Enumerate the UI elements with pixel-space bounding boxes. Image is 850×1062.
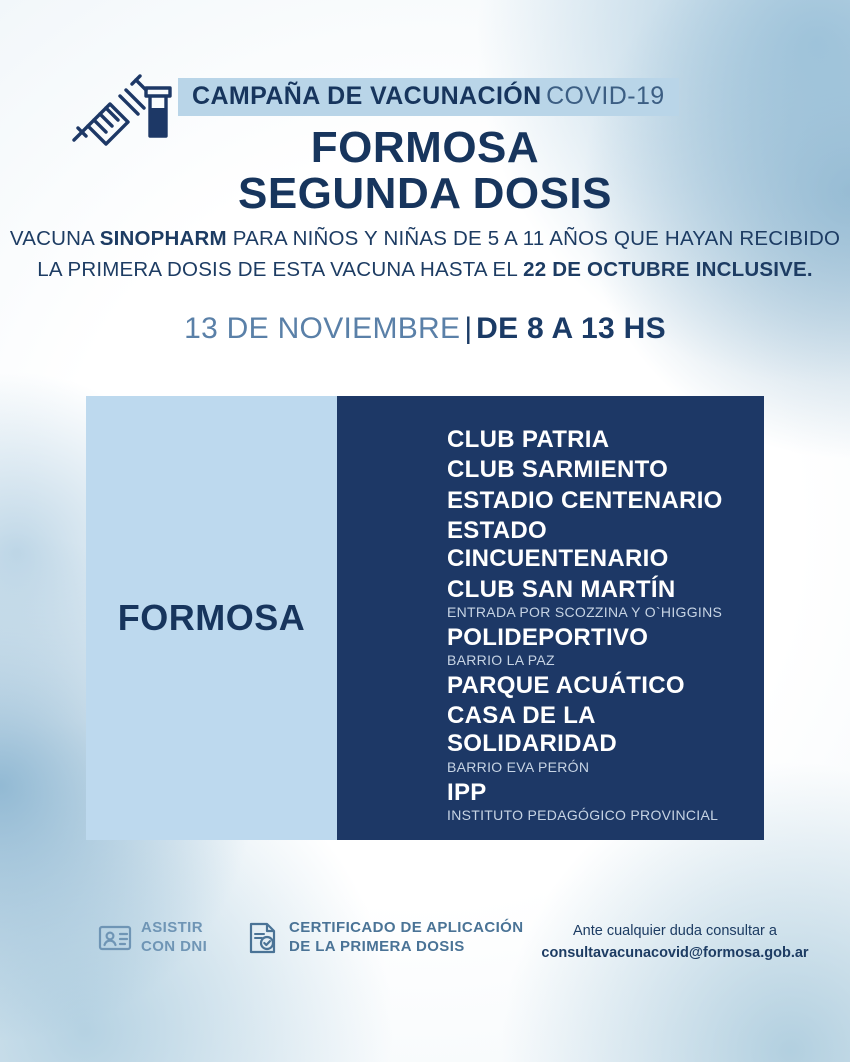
date-hours: DE 8 A 13 HS	[476, 312, 666, 345]
campaign-banner	[178, 78, 679, 116]
contact-email: consultavacunacovid@formosa.gob.ar	[541, 944, 809, 961]
list-item	[337, 672, 764, 700]
locations-block	[86, 396, 764, 840]
site-name: POLIDEPORTIVO	[447, 623, 649, 651]
site-name: ESTADIO CENTENARIO	[447, 486, 723, 514]
description-part-2: PARA NIÑOS Y NIÑAS DE 5 A 11 AÑOS QUE HAYAN RECIBIDO LA PRIMERA DOSIS DE ESTA VACUNA HASTA EL	[37, 227, 841, 281]
sites-panel	[337, 396, 764, 840]
contact-info	[540, 921, 810, 965]
date-separator: |	[464, 312, 473, 345]
site-name: PARQUE ACUÁTICO	[447, 671, 685, 699]
site-subtitle: BARRIO LA PAZ	[447, 651, 555, 668]
id-card-icon	[98, 921, 132, 955]
site-name: CLUB SARMIENTO	[447, 456, 669, 484]
requirement-certificate-label	[289, 919, 523, 957]
title-line-1: FORMOSA	[310, 123, 540, 172]
list-item	[337, 702, 764, 775]
campaign-title-bold: CAMPAÑA DE VACUNACIÓN	[192, 82, 542, 110]
site-subtitle: INSTITUTO PEDAGÓGICO PROVINCIAL	[447, 806, 719, 823]
description-part-1: VACUNA	[9, 227, 100, 250]
contact-question: Ante cualquier duda consultar a	[573, 923, 777, 939]
site-name: CLUB SAN MARTÍN	[447, 575, 676, 603]
certificate-check-icon	[246, 921, 280, 955]
list-item	[337, 426, 764, 454]
title-line-2: SEGUNDA DOSIS	[237, 168, 613, 218]
site-name: CASA DE LA SOLIDARIDAD	[447, 702, 617, 758]
requirement-certificate-line-1: CERTIFICADO DE APLICACIÓN	[289, 919, 524, 936]
list-item	[337, 456, 764, 484]
date-day: 13 DE NOVIEMBRE	[184, 312, 461, 345]
requirement-certificate	[246, 919, 523, 957]
site-name: CLUB PATRIA	[447, 426, 610, 453]
site-subtitle: ENTRADA POR SCOZZINA Y O`HIGGINS	[447, 603, 723, 620]
list-item	[337, 576, 764, 621]
campaign-title-light: COVID-19	[546, 82, 665, 110]
requirement-dni-line-1: ASISTIR	[141, 919, 203, 936]
site-name: IPP	[447, 778, 487, 806]
list-item	[337, 487, 764, 515]
description-bold-vaccine: SINOPHARM	[99, 227, 227, 250]
requirement-dni	[98, 919, 207, 957]
requirement-dni-line-2: CON DNI	[141, 937, 208, 955]
list-item	[337, 517, 764, 574]
city-panel	[86, 396, 337, 840]
site-name: ESTADO CINCUENTENARIO	[447, 516, 669, 573]
page-title	[0, 125, 850, 217]
footer	[0, 905, 850, 985]
description-bold-deadline: 22 DE OCTUBRE INCLUSIVE.	[523, 257, 813, 281]
city-name: FORMOSA	[117, 597, 306, 638]
requirement-dni-label	[141, 919, 207, 957]
list-item	[337, 624, 764, 669]
site-subtitle: BARRIO EVA PERÓN	[447, 758, 590, 775]
date-line	[0, 314, 850, 344]
requirement-certificate-line-2: DE LA PRIMERA DOSIS	[289, 937, 465, 955]
list-item	[337, 779, 764, 824]
description-text	[0, 224, 850, 286]
